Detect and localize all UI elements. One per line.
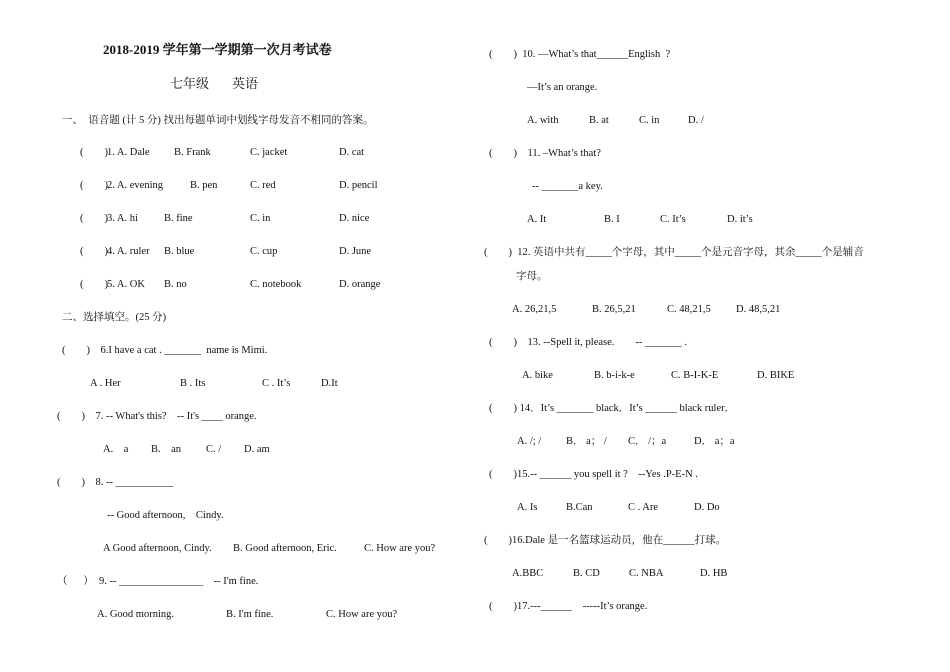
q10-option-b: B. at <box>589 115 609 126</box>
q6-option-a: A . Her <box>90 378 121 389</box>
q15-option-c: C . Are <box>628 502 659 513</box>
q8-option-a: A Good afternoon, Cindy. <box>103 543 212 554</box>
q5-option-a: 5. A. OK <box>107 279 145 290</box>
q3-option-a: 3. A. hi <box>107 213 138 224</box>
q3-paren: ( ) <box>80 213 108 224</box>
q7-option-c: C. / <box>206 444 222 455</box>
q12-option-b: B. 26,5,21 <box>592 304 636 315</box>
q1-option-c: C. jacket <box>250 147 288 158</box>
q13-option-c: C. B-I-K-E <box>671 370 719 381</box>
q16-option-a: A.BBC <box>512 568 544 579</box>
q9-option-a: A. Good morning. <box>97 609 174 620</box>
q11-stem: ( ) 11. –What’s that? <box>489 148 601 159</box>
q8-option-c: C. How are you? <box>364 543 436 554</box>
q1-option-d: D. cat <box>339 147 365 158</box>
subject-label: 英语 <box>232 76 259 91</box>
q8-line2: -- Good afternoon, Cindy. <box>107 510 224 521</box>
q14-option-a: A. /; / <box>517 436 542 447</box>
q8-stem: ( ) 8. -- ___________ <box>57 477 174 488</box>
q5-paren: ( ) <box>80 279 108 290</box>
q4-option-c: C. cup <box>250 246 278 257</box>
q12-option-c: C. 48,21,5 <box>667 304 711 315</box>
q2-option-b: B. pen <box>190 180 218 191</box>
q5-option-d: D. orange <box>339 279 381 290</box>
q16-option-d: D. HB <box>700 568 728 579</box>
q5-option-c: C. notebook <box>250 279 302 290</box>
q15-option-b: B.Can <box>566 502 593 513</box>
q7-option-b: B. an <box>151 444 182 455</box>
q1-option-b: B. Frank <box>174 147 211 158</box>
q11-option-b: B. I <box>604 214 620 225</box>
q6-stem: ( ) 6.I have a cat . _______ name is Mimi. <box>62 345 268 356</box>
q13-option-a: A. bike <box>522 370 553 381</box>
q16-option-b: B. CD <box>573 568 600 579</box>
q11-line2: -- _______a key. <box>532 181 603 192</box>
q2-option-d: D. pencil <box>339 180 378 191</box>
q12-line2: 字母。 <box>516 271 548 282</box>
q11-option-c: C. It’s <box>660 214 686 225</box>
q6-option-c: C . It’s <box>262 378 291 389</box>
q9-option-b: B. I'm fine. <box>226 609 274 620</box>
q13-stem: ( ) 13. --Spell it, please. -- _______ . <box>489 337 688 348</box>
q4-option-b: B. blue <box>164 246 195 257</box>
q3-option-b: B. fine <box>164 213 193 224</box>
q11-option-a: A. It <box>527 214 547 225</box>
q16-stem: ( )16.Dale 是一名篮球运动员，他在______打球。 <box>484 535 727 546</box>
q12-stem: ( ) 12. 英语中共有_____个字母，其中_____个是元音字母，其余_____个是辅音 <box>484 247 864 258</box>
q12-option-a: A. 26,21,5 <box>512 304 557 315</box>
q2-option-a: 2. A. evening <box>107 180 163 191</box>
section1-header: 一、 语音题 (计 5 分) 找出每题单词中划线字母发音不相同的答案。 <box>62 115 374 126</box>
q9-stem: （ ） 9. -- ________________ -- I'm fine. <box>57 576 259 587</box>
q10-option-c: C. in <box>639 115 660 126</box>
q15-stem: ( )15.-- ______ you spell it ? --Yes .P-E-N . <box>489 469 698 480</box>
exam-title: 2018-2019 学年第一学期第一次月考试卷 <box>103 42 332 57</box>
q7-option-a: A. a <box>103 444 129 455</box>
q6-option-b: B . Its <box>180 378 206 389</box>
grade-label: 七年级 <box>170 76 210 91</box>
q4-paren: ( ) <box>80 246 108 257</box>
q15-option-d: D. Do <box>694 502 720 513</box>
q1-paren: ( ) <box>80 147 108 158</box>
q13-option-d: D. BIKE <box>757 370 795 381</box>
q14-option-b: B． a； / <box>566 436 607 447</box>
q14-option-d: D． a；a <box>694 436 735 447</box>
q13-option-b: B. b-i-k-e <box>594 370 635 381</box>
q2-paren: ( ) <box>80 180 108 191</box>
q5-option-b: B. no <box>164 279 187 290</box>
q7-option-d: D. am <box>244 444 270 455</box>
q9-option-c: C. How are you? <box>326 609 398 620</box>
q7-stem: ( ) 7. -- What's this? -- It's ____ orange. <box>57 411 257 422</box>
q2-option-c: C. red <box>250 180 276 191</box>
q14-option-c: C． /；a <box>628 436 667 447</box>
q4-option-d: D. June <box>339 246 372 257</box>
q4-option-a: 4. A. ruler <box>107 246 150 257</box>
q1-option-a: 1. A. Dale <box>107 147 150 158</box>
q8-option-b: B. Good afternoon, Eric. <box>233 543 337 554</box>
q12-option-d: D. 48,5,21 <box>736 304 781 315</box>
q14-stem: ( ) 14．It’s _______ black．It’s ______ black ruler． <box>489 403 736 414</box>
q10-option-a: A. with <box>527 115 559 126</box>
q10-option-d: D. / <box>688 115 704 126</box>
q10-stem: ( ) 10. —What’s that______English ? <box>489 49 671 60</box>
q16-option-c: C. NBA <box>629 568 664 579</box>
section2-header: 二、选择填空。(25 分) <box>62 312 167 323</box>
q15-option-a: A. Is <box>517 502 538 513</box>
q17-stem: ( )17.---______ -----It’s orange. <box>489 601 648 612</box>
q10-line2: —It’s an orange. <box>527 82 598 93</box>
q3-option-c: C. in <box>250 213 271 224</box>
q6-option-d: D.It <box>321 378 338 389</box>
q11-option-d: D. it’s <box>727 214 753 225</box>
q3-option-d: D. nice <box>339 213 370 224</box>
